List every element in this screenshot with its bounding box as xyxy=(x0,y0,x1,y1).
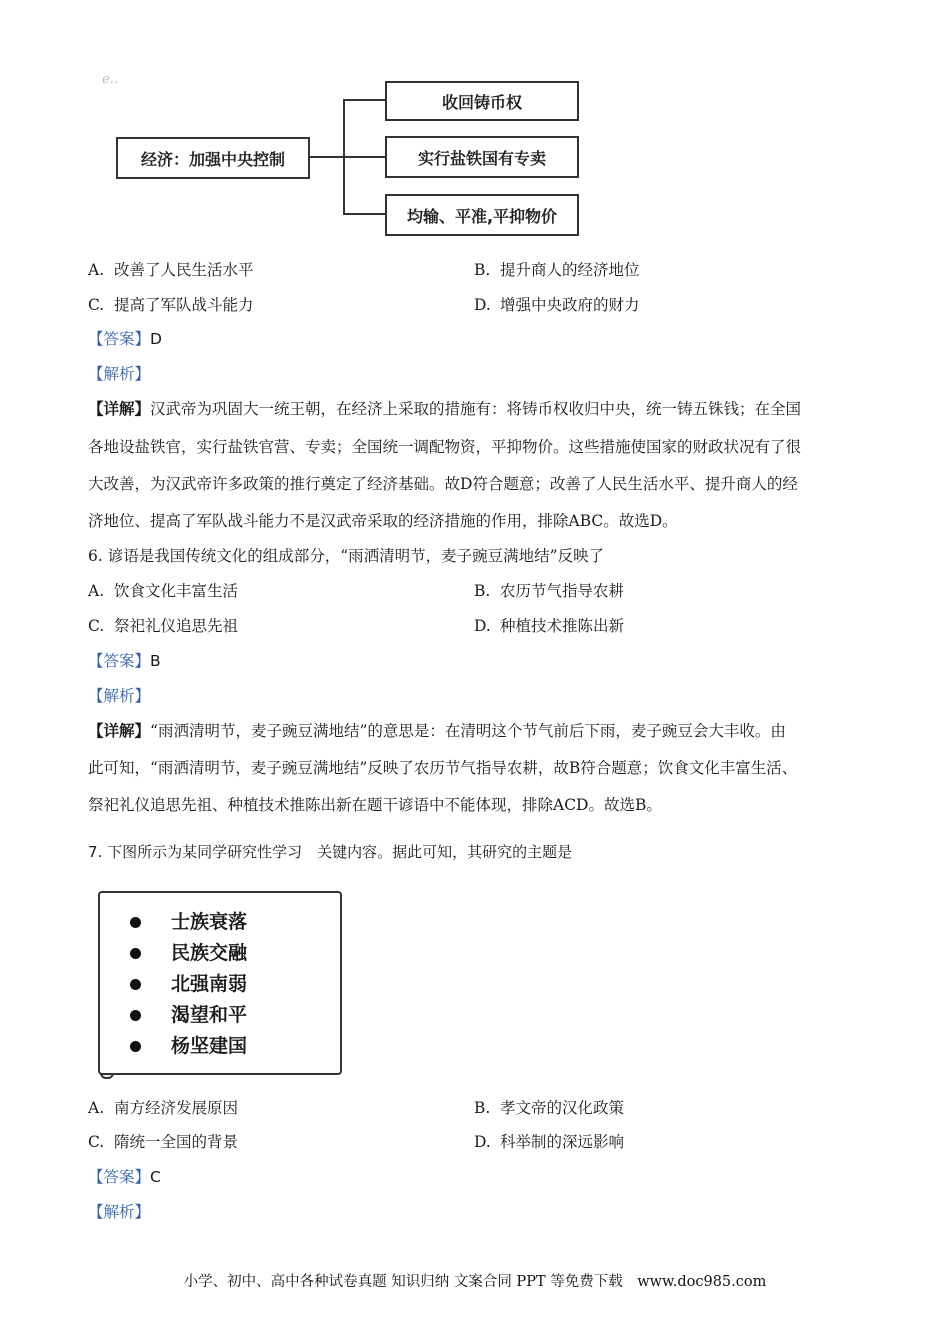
q7-option-b xyxy=(474,1098,624,1118)
q6-option-d xyxy=(474,616,624,636)
q6-question: 6. 谚语是我国传统文化的组成部分，“雨洒清明节，麦子豌豆满地结”反映了 xyxy=(88,547,605,565)
bullet-icon xyxy=(130,1010,141,1021)
detail-label: 【详解】 xyxy=(88,399,151,418)
bullet-icon xyxy=(130,917,141,928)
option-text: 改善了人民生活水平 xyxy=(114,261,254,279)
detail-text: 汉武帝为巩固大一统王朝，在经济上采取的措施有：将铸币权收归中央，统一铸五铢钱；在全国 xyxy=(150,400,802,418)
q5-detail-line-4: 济地位、提高了军队战斗能力不是汉武帝采取的经济措施的作用，排除ABC。故选D。 xyxy=(88,512,678,530)
option-text: 科举制的深远影响 xyxy=(500,1133,625,1151)
diagram-connector xyxy=(343,99,385,101)
option-letter: C. xyxy=(88,617,105,635)
scroll-item-text: 杨坚建国 xyxy=(171,1035,248,1057)
q7-option-a xyxy=(88,1098,238,1118)
q5-option-b xyxy=(474,260,640,280)
option-text: 孝文帝的汉化政策 xyxy=(500,1099,625,1117)
diagram-root-label: 经济：加强中央控制 xyxy=(140,149,285,169)
answer-value: C xyxy=(150,1168,161,1186)
q5-detail-line-2: 各地设盐铁官，实行盐铁官营、专卖；全国统一调配物资，平抑物价。这些措施使国家的财政状况有了很 xyxy=(88,438,802,456)
diagram-branch-label: 均输、平准,平抑物价 xyxy=(406,206,558,226)
q7-option-c xyxy=(88,1132,238,1152)
option-letter: B. xyxy=(474,582,491,600)
q7-answer xyxy=(88,1167,161,1187)
scroll-item-text: 北强南弱 xyxy=(171,973,248,995)
option-text: 提高了军队战斗能力 xyxy=(114,296,254,314)
q5-option-c xyxy=(88,295,254,315)
option-text: 农历节气指导农耕 xyxy=(500,582,625,600)
diagram-connector xyxy=(308,156,344,158)
scroll-item xyxy=(130,969,247,996)
answer-label: 【答案】 xyxy=(88,652,151,670)
answer-label: 【答案】 xyxy=(88,1168,151,1186)
analysis-label: 【解析】 xyxy=(88,687,151,705)
q5-option-a xyxy=(88,260,254,280)
q6-detail-line-3: 祭祀礼仪追思先祖、种植技术推陈出新在题干谚语中不能体现，排除ACD。故选B。 xyxy=(88,796,662,814)
option-letter: D. xyxy=(474,1133,491,1151)
answer-label: 【答案】 xyxy=(88,330,151,348)
option-text: 饮食文化丰富生活 xyxy=(114,582,239,600)
scroll-item-text: 士族衰落 xyxy=(171,911,248,933)
diagram-branch-label: 实行盐铁国有专卖 xyxy=(417,148,546,168)
analysis-label: 【解析】 xyxy=(88,1203,151,1221)
option-text: 南方经济发展原因 xyxy=(114,1099,239,1117)
option-letter: B. xyxy=(474,261,491,279)
option-letter: C. xyxy=(88,1133,105,1151)
diagram-branch-box xyxy=(385,136,579,178)
bullet-icon xyxy=(130,1041,141,1052)
option-letter: A. xyxy=(88,1099,105,1117)
option-text: 隋统一全国的背景 xyxy=(114,1133,239,1151)
q6-option-c xyxy=(88,616,238,636)
q5-option-d xyxy=(474,295,640,315)
scroll-image xyxy=(98,891,342,1075)
analysis-label: 【解析】 xyxy=(88,365,151,383)
q6-answer xyxy=(88,651,161,671)
diagram-branch-box xyxy=(385,81,579,121)
option-letter: C. xyxy=(88,296,105,314)
answer-value: D xyxy=(150,330,162,348)
bullet-icon xyxy=(130,948,141,959)
detail-label: 【详解】 xyxy=(88,721,151,740)
diagram-branch-label: 收回铸币权 xyxy=(441,92,522,112)
q7-option-d xyxy=(474,1132,624,1152)
q5-answer xyxy=(88,329,162,349)
diagram-root-box xyxy=(116,137,310,179)
q7-question: 7. 下图所示为某同学研究性学习 关键内容。据此可知，其研究的主题是 xyxy=(88,843,573,861)
option-text: 祭祀礼仪追思先祖 xyxy=(114,617,239,635)
q6-detail-line-2: 此可知，“雨洒清明节，麦子豌豆满地结”反映了农历节气指导农耕，故B符合题意；饮食文化丰富生活、 xyxy=(88,759,798,777)
scroll-item xyxy=(130,1031,247,1058)
option-letter: A. xyxy=(88,261,105,279)
corner-mark: ℯ‥ xyxy=(102,72,119,87)
q5-detail-line-3: 大改善，为汉武帝许多政策的推行奠定了经济基础。故D符合题意；改善了人民生活水平、提升商人的经 xyxy=(88,475,798,493)
option-letter: D. xyxy=(474,296,491,314)
diagram-connector xyxy=(343,156,385,158)
scroll-item xyxy=(130,938,247,965)
q6-option-b xyxy=(474,581,624,601)
q6-option-a xyxy=(88,581,238,601)
option-text: 提升商人的经济地位 xyxy=(500,261,640,279)
diagram-branch-box xyxy=(385,194,579,236)
q6-detail-line-1 xyxy=(88,721,786,741)
diagram-connector xyxy=(343,213,385,215)
detail-text: “雨洒清明节，麦子豌豆满地结”的意思是：在清明这个节气前后下雨，麦子豌豆会大丰收。由 xyxy=(150,722,786,740)
scroll-item-text: 渴望和平 xyxy=(171,1004,248,1026)
option-text: 种植技术推陈出新 xyxy=(500,617,625,635)
option-letter: A. xyxy=(88,582,105,600)
scroll-item xyxy=(130,1000,247,1027)
q7-analysis-label xyxy=(88,1202,150,1222)
option-text: 增强中央政府的财力 xyxy=(500,296,640,314)
q5-detail-line-1 xyxy=(88,399,801,419)
answer-value: B xyxy=(150,652,161,670)
option-letter: B. xyxy=(474,1099,491,1117)
q6-analysis-label xyxy=(88,686,150,706)
page-footer: 小学、初中、高中各种试卷真题 知识归纳 文案合同 PPT 等免费下载 www.doc985.com xyxy=(183,1274,767,1290)
scroll-item-text: 民族交融 xyxy=(171,942,248,964)
option-letter: D. xyxy=(474,617,491,635)
scroll-item xyxy=(130,907,247,934)
q5-analysis-label xyxy=(88,364,150,384)
bullet-icon xyxy=(130,979,141,990)
